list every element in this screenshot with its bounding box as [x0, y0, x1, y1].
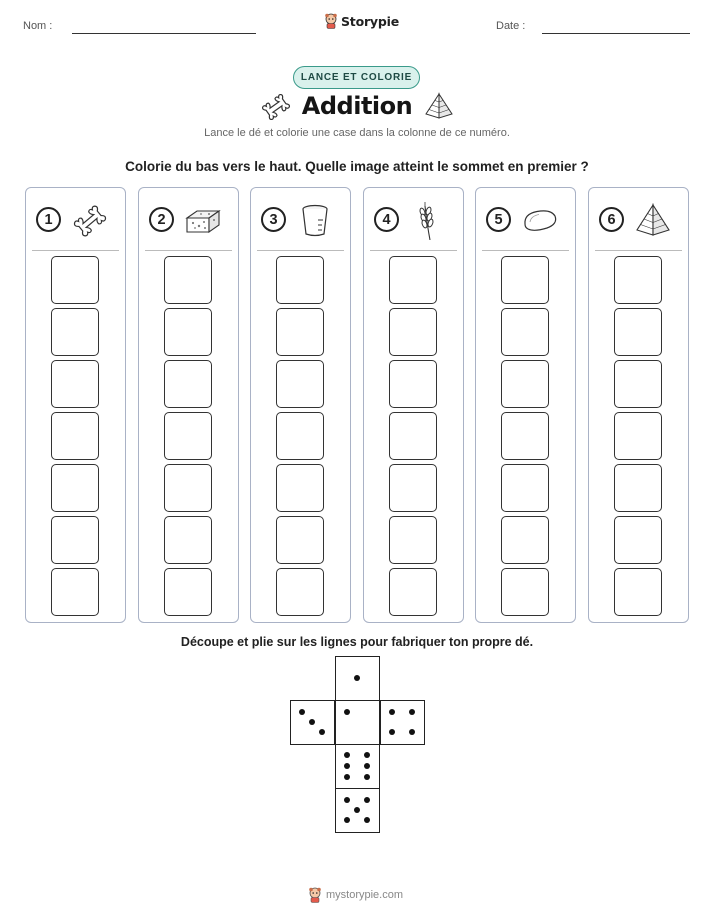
- column-divider: [257, 250, 344, 251]
- storypie-mascot-icon: [324, 13, 338, 29]
- color-box[interactable]: [501, 256, 549, 304]
- name-label: Nom :: [23, 20, 53, 32]
- column-number: 1: [36, 207, 61, 232]
- sponge-icon: [183, 202, 223, 240]
- color-box[interactable]: [501, 360, 549, 408]
- color-box[interactable]: [501, 308, 549, 356]
- color-box[interactable]: [164, 308, 212, 356]
- instruction: Colorie du bas vers le haut. Quelle image atteint le sommet en premier ?: [125, 159, 589, 174]
- dice-face-5: [335, 788, 380, 833]
- date-label: Date :: [496, 20, 526, 32]
- color-box[interactable]: [276, 360, 324, 408]
- column-divider: [145, 250, 232, 251]
- column-2: [138, 187, 239, 623]
- color-box[interactable]: [501, 412, 549, 460]
- column-number: 5: [486, 207, 511, 232]
- color-box[interactable]: [389, 516, 437, 564]
- color-box[interactable]: [51, 308, 99, 356]
- bone-icon: [70, 202, 110, 240]
- cup-icon: [295, 202, 335, 240]
- color-box[interactable]: [276, 308, 324, 356]
- column-header: [589, 200, 688, 240]
- color-box[interactable]: [614, 464, 662, 512]
- column-number: 6: [599, 207, 624, 232]
- color-box[interactable]: [389, 568, 437, 616]
- color-box[interactable]: [276, 412, 324, 460]
- color-box[interactable]: [614, 256, 662, 304]
- color-box[interactable]: [51, 568, 99, 616]
- color-box[interactable]: [51, 412, 99, 460]
- brand-name: Storypie: [341, 13, 399, 29]
- column-header: [26, 200, 125, 240]
- color-box[interactable]: [614, 568, 662, 616]
- column-1: [25, 187, 126, 623]
- color-box[interactable]: [276, 256, 324, 304]
- column-number: 4: [374, 207, 399, 232]
- wheat-icon: [408, 202, 448, 240]
- color-box[interactable]: [164, 568, 212, 616]
- dice-face-3: [290, 700, 335, 745]
- column-header: [139, 200, 238, 240]
- footer: [308, 887, 403, 903]
- dice-face-1-center: [335, 700, 380, 745]
- column-header: [476, 200, 575, 240]
- color-box[interactable]: [164, 256, 212, 304]
- dice-face-1: [335, 656, 380, 701]
- column-divider: [32, 250, 119, 251]
- pyramid-icon: [633, 202, 673, 240]
- color-box[interactable]: [389, 412, 437, 460]
- subtitle: Lance le dé et colorie une case dans la colonne de ce numéro.: [204, 127, 510, 139]
- column-5: [475, 187, 576, 623]
- color-box[interactable]: [51, 464, 99, 512]
- color-box[interactable]: [51, 256, 99, 304]
- color-box[interactable]: [501, 516, 549, 564]
- column-3: [250, 187, 351, 623]
- column-divider: [482, 250, 569, 251]
- storypie-mascot-icon: [308, 887, 322, 903]
- column-header: [251, 200, 350, 240]
- color-box[interactable]: [614, 308, 662, 356]
- column-divider: [595, 250, 682, 251]
- activity-badge: LANCE ET COLORIE: [293, 66, 420, 89]
- bone-icon: [260, 94, 292, 120]
- column-divider: [370, 250, 457, 251]
- color-box[interactable]: [614, 412, 662, 460]
- column-4: [363, 187, 464, 623]
- color-box[interactable]: [51, 360, 99, 408]
- column-number: 3: [261, 207, 286, 232]
- color-box[interactable]: [389, 308, 437, 356]
- pyramid-icon: [423, 92, 455, 120]
- color-box[interactable]: [164, 464, 212, 512]
- color-box[interactable]: [389, 256, 437, 304]
- color-box[interactable]: [164, 360, 212, 408]
- color-box[interactable]: [276, 516, 324, 564]
- color-box[interactable]: [501, 464, 549, 512]
- page-title: Addition: [301, 92, 413, 120]
- color-box[interactable]: [164, 412, 212, 460]
- color-box[interactable]: [501, 568, 549, 616]
- footer-link[interactable]: mystorypie.com: [326, 889, 404, 901]
- column-header: [364, 200, 463, 240]
- color-box[interactable]: [389, 360, 437, 408]
- name-line[interactable]: [72, 33, 256, 34]
- dice-face-4: [380, 700, 425, 745]
- color-box[interactable]: [276, 568, 324, 616]
- column-6: [588, 187, 689, 623]
- pebble-icon: [520, 202, 560, 240]
- cut-instruction: Découpe et plie sur les lignes pour fabriquer ton propre dé.: [180, 635, 534, 649]
- color-box[interactable]: [164, 516, 212, 564]
- column-number: 2: [149, 207, 174, 232]
- brand-logo: [324, 13, 399, 29]
- dice-face-6: [335, 744, 380, 789]
- color-box[interactable]: [389, 464, 437, 512]
- color-box[interactable]: [276, 464, 324, 512]
- date-line[interactable]: [542, 33, 690, 34]
- color-box[interactable]: [51, 516, 99, 564]
- color-box[interactable]: [614, 360, 662, 408]
- color-box[interactable]: [614, 516, 662, 564]
